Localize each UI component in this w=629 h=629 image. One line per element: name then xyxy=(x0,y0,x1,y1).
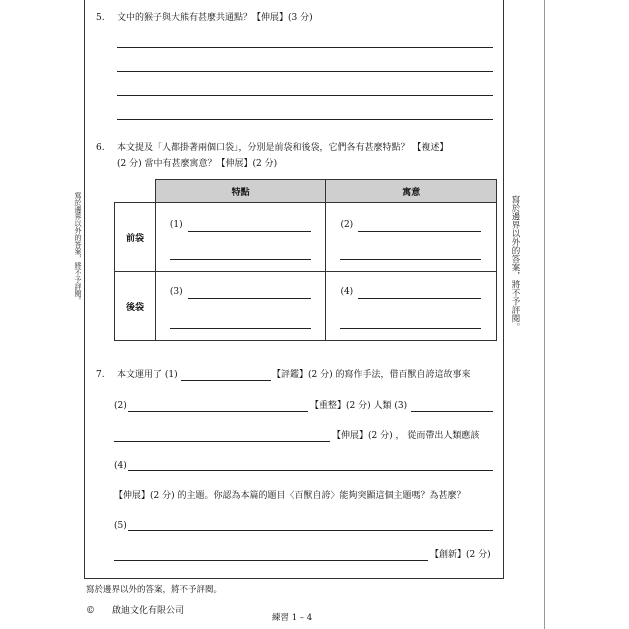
row-header-back-pocket: 後袋 xyxy=(115,272,156,341)
side-note-right: 寫於邊界以外的答案，將不予評閱。 xyxy=(510,195,520,331)
answer-cell-4-line-2[interactable] xyxy=(340,328,481,329)
table-corner xyxy=(115,180,156,203)
q6-prompt-line-1: 本文提及「人都掛著兩個口袋」，分別是前袋和後袋，它們各有甚麼特點？ 【複述】 xyxy=(117,143,449,153)
answer-cell-3-line-2[interactable] xyxy=(170,328,311,329)
publisher-name: 啟迪文化有限公司 xyxy=(112,606,185,616)
bottom-margin-border xyxy=(84,578,504,579)
q5-answer-line-4[interactable] xyxy=(117,119,493,120)
q7-line2-end: 【重整】(2 分) 人類 (3) xyxy=(310,401,408,411)
answer-cell-4-number: (4) xyxy=(340,287,354,297)
q7-line6-start: (5) xyxy=(114,521,127,531)
row-header-front-pocket: 前袋 xyxy=(115,203,156,272)
q5-answer-line-3[interactable] xyxy=(117,95,493,96)
q7-number: 7. xyxy=(96,370,105,380)
q7-line1-start: 本文運用了 (1) xyxy=(117,370,178,380)
answer-cell-3-line-1[interactable] xyxy=(188,298,311,299)
q5-answer-line-1[interactable] xyxy=(117,47,493,48)
copyright-symbol: © xyxy=(86,606,95,616)
q7-blank-3-continued[interactable] xyxy=(114,441,330,442)
page-edge-right xyxy=(544,0,545,629)
answer-cell-2-number: (2) xyxy=(340,220,354,230)
q7-line1-end: 【評鑑】(2 分) 的寫作手法，借百獸自誇這故事來 xyxy=(272,370,471,380)
q7-blank-5[interactable] xyxy=(128,530,493,531)
answer-cell-2[interactable] xyxy=(326,203,497,272)
answer-cell-4[interactable] xyxy=(326,272,497,341)
page-number: 練習 1 – 4 xyxy=(272,613,313,623)
col-header-feature: 特點 xyxy=(155,180,326,203)
q6-number: 6. xyxy=(96,143,105,153)
answer-cell-1-line-2[interactable] xyxy=(170,259,311,260)
q6-prompt-line-2: (2 分) 當中有甚麼寓意？【伸展】(2 分) xyxy=(117,159,278,169)
q5-prompt: 文中的猴子與大熊有甚麼共通點？【伸展】(3 分) xyxy=(117,13,313,23)
q5-answer-line-2[interactable] xyxy=(117,71,493,72)
answer-cell-1[interactable] xyxy=(155,203,326,272)
q7-blank-1[interactable] xyxy=(181,380,271,381)
q7-blank-5-continued[interactable] xyxy=(114,560,428,561)
side-note-left: 寫於邊界以外的答案，將不予評閱。 xyxy=(74,192,82,304)
q7-line2-start: (2) xyxy=(114,401,127,411)
q7-line3: 【伸展】(2 分) ， 從而帶出人類應該 xyxy=(332,431,480,441)
q7-line4-start: (4) xyxy=(114,461,127,471)
answer-cell-1-line-1[interactable] xyxy=(188,231,311,232)
answer-cell-3[interactable] xyxy=(155,272,326,341)
answer-cell-3-number: (3) xyxy=(169,287,183,297)
answer-cell-4-line-1[interactable] xyxy=(358,298,481,299)
footer-note: 寫於邊界以外的答案，將不予評閱。 xyxy=(86,585,223,595)
right-margin-border xyxy=(503,0,504,578)
left-margin-border xyxy=(84,0,85,578)
q6-answer-table xyxy=(114,179,497,341)
q7-blank-3[interactable] xyxy=(411,411,493,412)
answer-cell-1-number: (1) xyxy=(169,220,183,230)
q7-blank-4[interactable] xyxy=(128,470,493,471)
q7-line7-end: 【創新】(2 分) xyxy=(430,550,491,560)
col-header-meaning: 寓意 xyxy=(326,180,497,203)
q7-line5: 【伸展】(2 分) 的主題。你認為本篇的題目〈百獸自誇〉能夠突顯這個主題嗎？為甚麼？ xyxy=(114,491,466,501)
answer-cell-2-line-2[interactable] xyxy=(340,259,481,260)
q5-number: 5. xyxy=(96,13,105,23)
answer-cell-2-line-1[interactable] xyxy=(358,231,481,232)
q7-blank-2[interactable] xyxy=(128,411,308,412)
